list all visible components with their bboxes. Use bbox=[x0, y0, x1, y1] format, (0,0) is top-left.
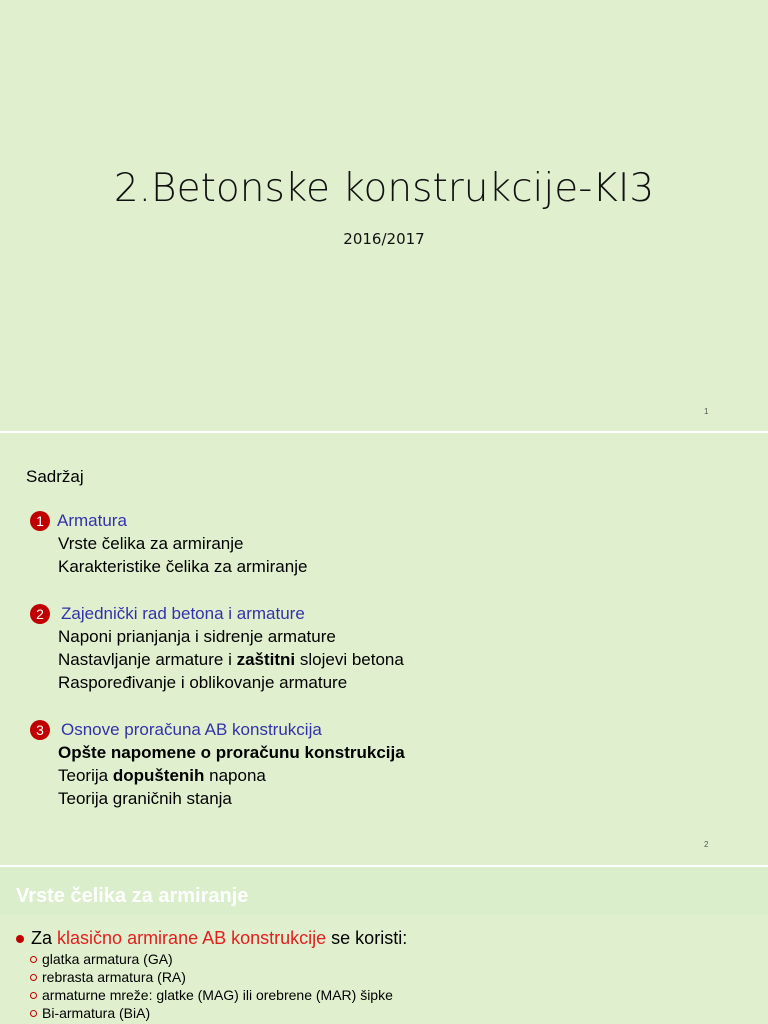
section-item: Teorija graničnih stanja bbox=[58, 789, 232, 808]
contents-heading: Sadržaj bbox=[26, 467, 84, 486]
slide-2 bbox=[0, 433, 768, 865]
list-item: rebrasta armatura (RA) bbox=[30, 968, 393, 986]
number-badge: 3 bbox=[30, 720, 50, 740]
page-number: 1 bbox=[704, 407, 709, 416]
number-badge: 1 bbox=[30, 511, 50, 531]
circle-bullet-icon bbox=[30, 1010, 37, 1017]
section-item: Nastavljanje armature i zaštitni slojevi betona bbox=[58, 650, 404, 669]
section-item: Raspoređivanje i oblikovanje armature bbox=[58, 673, 348, 692]
section-item: Karakteristike čelika za armiranje bbox=[58, 557, 308, 576]
section-3 bbox=[30, 718, 730, 810]
slide-1 bbox=[0, 0, 768, 431]
slide-3 bbox=[0, 867, 768, 1024]
academic-year: 2016/2017 bbox=[343, 230, 425, 248]
section-title: Armatura bbox=[57, 510, 127, 530]
section-title: Osnove proračuna AB konstrukcija bbox=[61, 719, 322, 739]
slide-title: Vrste čelika za armiranje bbox=[16, 885, 249, 907]
bullet-dot-icon bbox=[16, 935, 24, 943]
circle-bullet-icon bbox=[30, 992, 37, 999]
main-bullet: Za klasično armirane AB konstrukcije se koristi: bbox=[16, 928, 407, 949]
presentation-title: 2.Betonske konstrukcije-KI3 bbox=[113, 166, 655, 211]
list-item: armaturne mreže: glatke (MAG) ili orebrene (MAR) šipke bbox=[30, 986, 393, 1004]
page-number: 2 bbox=[704, 840, 709, 849]
section-item: Opšte napomene o proračunu konstrukcija bbox=[58, 743, 405, 762]
number-badge: 2 bbox=[30, 604, 50, 624]
sub-list bbox=[30, 950, 393, 1022]
section-item: Teorija dopuštenih napona bbox=[58, 766, 266, 785]
circle-bullet-icon bbox=[30, 956, 37, 963]
section-title: Zajednički rad betona i armature bbox=[61, 603, 305, 623]
section-item: Vrste čelika za armiranje bbox=[58, 534, 244, 553]
section-2 bbox=[30, 602, 730, 694]
list-item: glatka armatura (GA) bbox=[30, 950, 393, 968]
circle-bullet-icon bbox=[30, 974, 37, 981]
list-item: Bi-armatura (BiA) bbox=[30, 1004, 393, 1022]
highlighted-text: klasično armirane AB konstrukcije bbox=[57, 928, 327, 948]
section-item: Naponi prianjanja i sidrenje armature bbox=[58, 627, 336, 646]
section-1 bbox=[30, 509, 730, 578]
